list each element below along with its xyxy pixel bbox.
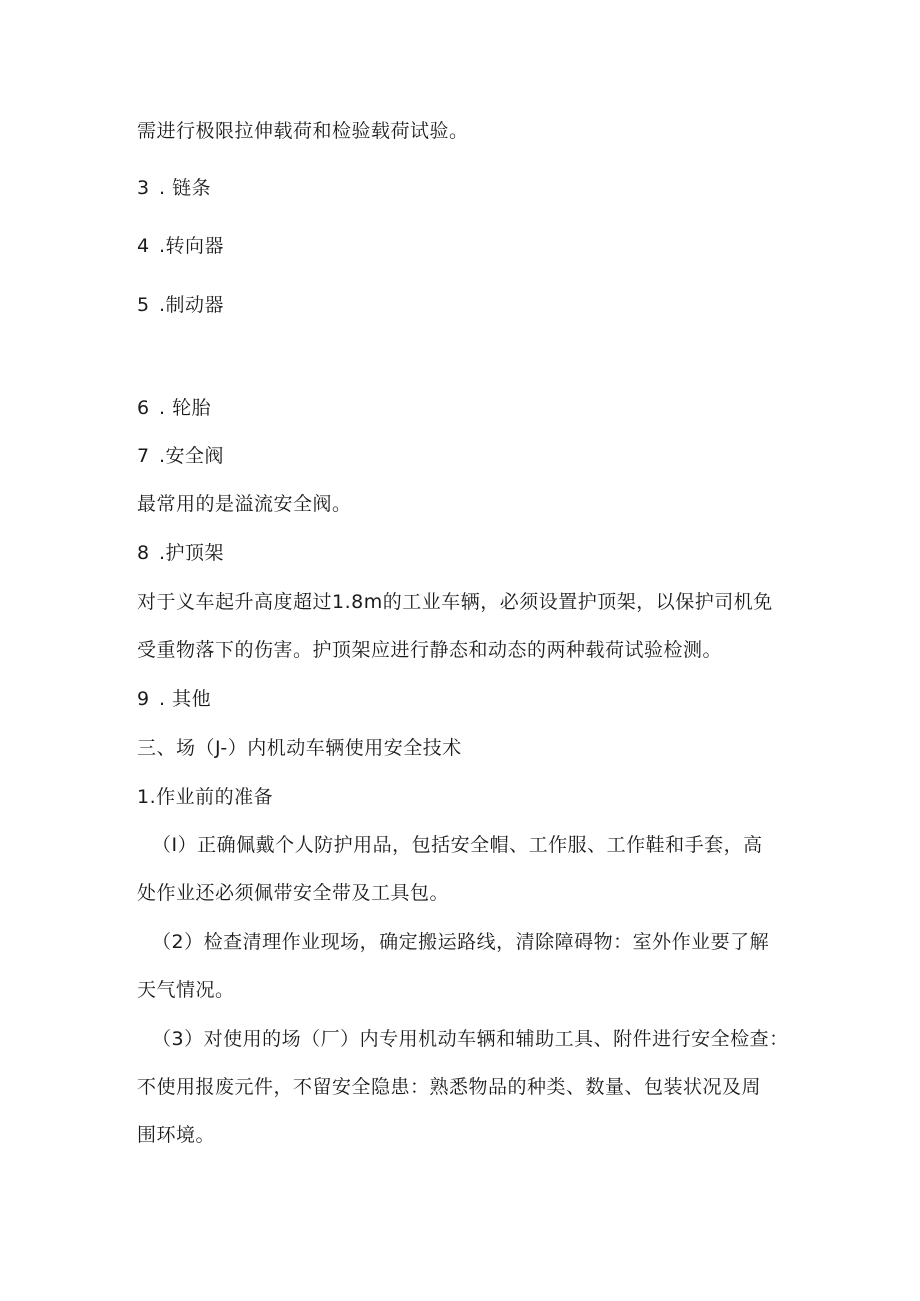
list-item-safety-valve: [137, 443, 224, 469]
list-number: 5: [137, 294, 150, 316]
paragraph-line: 处作业还必须佩带安全带及工具包。: [137, 882, 450, 904]
list-item-brake: [137, 292, 224, 318]
paragraph-line: 需进行极限拉伸载荷和检验载荷试验。: [137, 120, 469, 142]
list-item-other: [137, 686, 211, 712]
list-label: . 轮胎: [159, 397, 212, 419]
paragraph-line: 天气情况。: [137, 979, 235, 1001]
list-number: 3: [137, 177, 150, 199]
list-number: 7: [137, 445, 150, 467]
list-label: .转向器: [159, 235, 225, 257]
list-item-overhead-guard: [137, 540, 224, 566]
subsection-heading: 1.作业前的准备: [137, 786, 274, 808]
list-number: 9: [137, 688, 150, 710]
paragraph-line: 围环境。: [137, 1124, 216, 1146]
list-item-tire: [137, 395, 211, 421]
list-label: . 链条: [159, 177, 212, 199]
list-label: . 其他: [159, 688, 212, 710]
paragraph-line: 对于义车起升高度超过1.8m的工业车辆，必须设置护顶架，以保护司机免: [137, 591, 773, 613]
list-number: 6: [137, 397, 150, 419]
section-heading: 三、场（J-）内机动车辆使用安全技术: [137, 737, 462, 759]
list-item-steering: [137, 233, 224, 259]
paragraph-line: （3）对使用的场（厂）内专用机动车辆和辅助工具、附件进行安全检查：: [152, 1028, 789, 1050]
list-label: .安全阀: [159, 445, 225, 467]
paragraph-line: （2）检查清理作业现场，确定搬运路线，清除障碍物：室外作业要了解: [152, 931, 770, 953]
paragraph-line: （I）正确佩戴个人防护用品，包括安全帽、工作服、工作鞋和手套，高: [152, 834, 763, 856]
paragraph-line: 最常用的是溢流安全阀。: [137, 493, 352, 515]
paragraph-line: 不使用报废元件，不留安全隐患：熟悉物品的种类、数量、包装状况及周: [137, 1076, 762, 1098]
list-label: .制动器: [159, 294, 225, 316]
list-label: .护顶架: [159, 542, 225, 564]
list-number: 8: [137, 542, 150, 564]
list-item-chain: [137, 175, 211, 201]
list-number: 4: [137, 235, 150, 257]
paragraph-line: 受重物落下的伤害。护顶架应进行静态和动态的两种载荷试验检测。: [137, 639, 723, 661]
